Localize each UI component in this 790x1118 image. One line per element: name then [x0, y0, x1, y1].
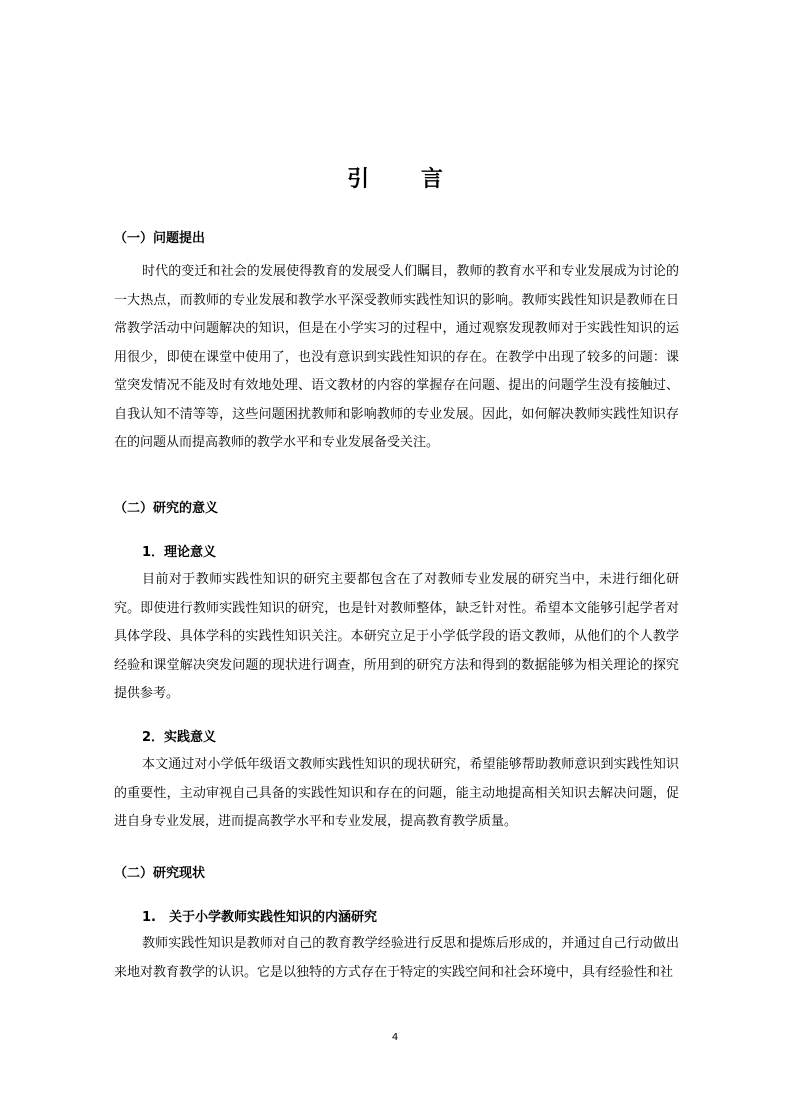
section-heading-problem: （一）问题提出: [114, 231, 206, 246]
paragraph-theoretical: 目前对于教师实践性知识的研究主要都包含在了对教师专业发展的研究当中，未进行细化研究。即使进行教师实践性知识的研究，也是针对教师整体，缺乏针对性。希望本文能够引起学者对具体学段、具体学科的实践性知识关注。本研究立足于小学低学段的语文教师，从他们的个人教学经验和课堂解决突发问题的现状进行调查，所用到的研究方法和得到的数据能够为相关理论的探究提供参考。: [114, 572, 679, 701]
section-heading-significance: （二）研究的意义: [114, 501, 219, 516]
paragraph-practical: 本文通过对小学低年级语文教师实践性知识的现状研究，希望能够帮助教师意识到实践性知识的重要性，主动审视自己具备的实践性知识和存在的问题，能主动地提高相关知识去解决问题，促进自身专业发展，进而提高教学水平和专业发展，提高教育教学质量。: [114, 757, 679, 829]
subheading-theoretical: 1．理论意义: [142, 545, 217, 560]
paragraph-connotation: 教师实践性知识是教师对自己的教育教学经验进行反思和提炼后形成的，并通过自己行动做出来地对教育教学的认识。它是以独特的方式存在于特定的实践空间和社会环境中，具有经验性和社: [114, 936, 679, 980]
page-title: 引 言: [347, 167, 465, 192]
page-number: 4: [391, 1032, 399, 1043]
subheading-practical: 2．实践意义: [142, 730, 217, 745]
subheading-connotation: 1. 关于小学教师实践性知识的内涵研究: [142, 910, 377, 925]
paragraph-problem: 时代的变迁和社会的发展使得教育的发展受人们瞩目，教师的教育水平和专业发展成为讨论的一大热点，而教师的专业发展和教学水平深受教师实践性知识的影响。教师实践性知识是教师在日常教学活动中问题解决的知识，但是在小学实习的过程中，通过观察发现教师对于实践性知识的运用很少，即使在课堂中使用了，也没有意识到实践性知识的存在。在教学中出现了较多的问题：课堂突发情况不能及时有效地处理、语文教材的内容的掌握存在问题、提出的问题学生没有接触过、自我认知不清等等，这些问题困扰教师和影响教师的专业发展。因此，如何解决教师实践性知识存在的问题从而提高教师的教学水平和专业发展备受关注。: [114, 264, 679, 450]
section-heading-status: （二）研究现状: [114, 866, 206, 881]
